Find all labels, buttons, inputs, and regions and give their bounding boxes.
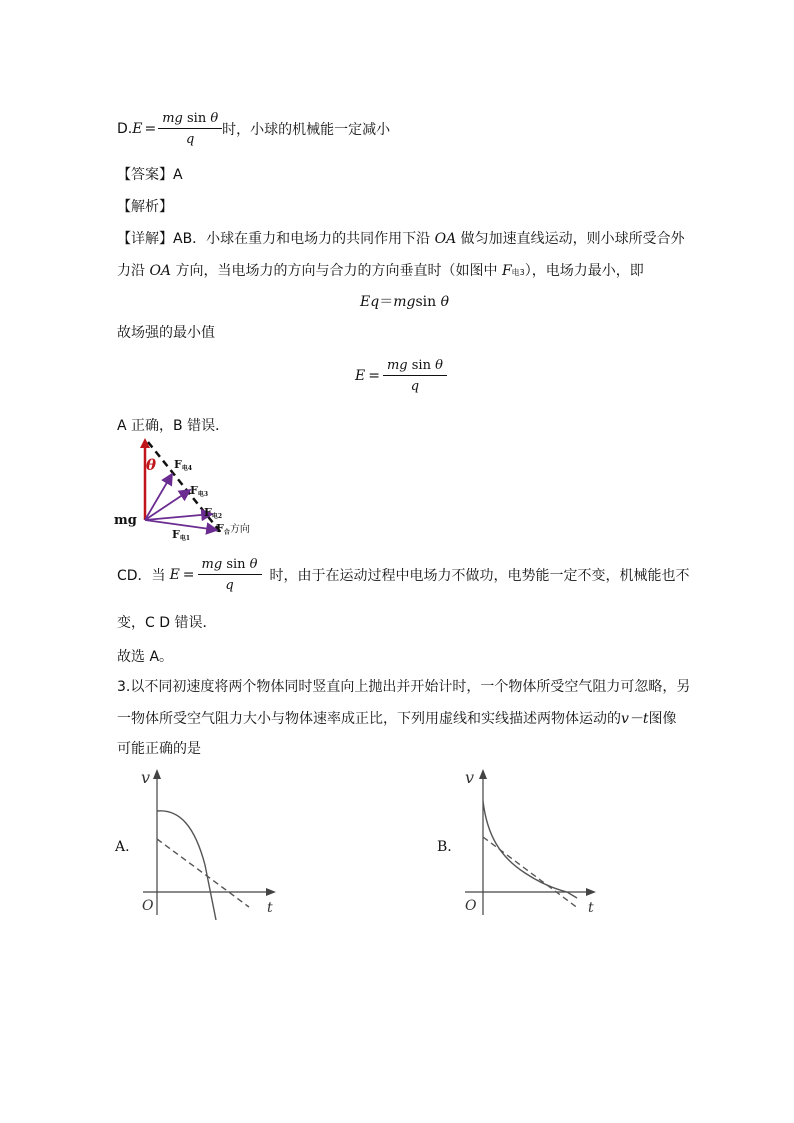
option-d-E: E (132, 121, 143, 137)
eq1-mg: mg (393, 294, 416, 310)
q3-text: 图像 (648, 711, 677, 727)
cd-line (117, 554, 690, 596)
cd-text: 时，由于在运动过程中电场力不做功，电势能一定不变，机械能也不 (269, 568, 690, 584)
cd-equals: = (182, 567, 195, 583)
detail-OA: OA (434, 231, 457, 247)
detail-tag: 【详解】 (117, 231, 173, 247)
force-diagram (112, 436, 272, 546)
cd-den: q (225, 578, 234, 593)
graph-b-dashed-line (483, 837, 579, 909)
analysis-tag: 【解析】 (117, 199, 173, 215)
graph-a-solid-curve (157, 811, 216, 920)
option-d-sin: sin (187, 111, 207, 126)
cd-sin: sin (226, 557, 246, 572)
option-a-label: A. (115, 839, 130, 855)
option-d-den: q (186, 132, 195, 147)
eq2-fraction (383, 358, 447, 394)
detail-F-sub: 电3 (511, 268, 525, 277)
detail-text: 方向，当电场力的方向与合力的方向垂直时（如图中 (171, 263, 502, 279)
graph-a-o: O (142, 898, 154, 914)
answer-tag: 【答案】 (117, 167, 173, 183)
option-d (117, 110, 390, 148)
f1-label: F电1 (172, 528, 190, 542)
detail-line-2 (117, 260, 644, 280)
graph-a-dashed-line (157, 839, 249, 907)
detail-text: 力沿 (117, 263, 150, 279)
option-d-theta: θ (210, 111, 219, 126)
f2-arrow (145, 514, 212, 520)
graph-a-t: t (267, 900, 273, 916)
eq2-equals: = (368, 368, 380, 384)
detail-line-1 (117, 228, 685, 248)
conclusion: 故选 A。 (117, 649, 174, 665)
eq1-sin: sin (415, 294, 437, 310)
detail-line-4: A 正确，B 错误． (117, 418, 230, 434)
eq2-mg: mg (386, 358, 408, 373)
eq2-theta: θ (435, 358, 443, 373)
eq2-sin: sin (411, 358, 431, 373)
cd-E: E (169, 567, 180, 583)
detail-text: 做匀加速直线运动，则小球所受合外 (456, 231, 685, 247)
f2-label: F电2 (204, 506, 222, 520)
theta-label: θ (146, 456, 157, 474)
graph-b-solid-curve (483, 801, 577, 898)
option-d-fraction (158, 111, 222, 147)
eq1-theta: θ (440, 294, 450, 310)
option-d-tail: 时，小球的机械能一定减小 (222, 122, 391, 138)
equation-eq-mgsin (360, 291, 449, 311)
detail-text: ），电场力最小，即 (524, 263, 644, 279)
detail-text: AB．小球在重力和电场力的共同作用下沿 (173, 231, 435, 247)
graph-b (455, 765, 605, 925)
mg-label: mg (114, 513, 137, 528)
eq2-den: q (410, 379, 420, 394)
detail-F: F (501, 263, 512, 279)
detail-line-3: 故场强的最小值 (117, 325, 215, 341)
eq1-Eq: Eq (360, 294, 380, 310)
cd-text: CD．当 (117, 568, 166, 584)
eq2-E: E (355, 368, 366, 384)
detail-OA: OA (149, 263, 172, 279)
cd-mg: mg (201, 557, 223, 572)
graph-a-v: v (141, 768, 151, 787)
answer-line (117, 164, 183, 184)
option-b-label: B. (437, 839, 452, 855)
question3-line2 (117, 708, 677, 728)
f1-arrow (145, 520, 217, 530)
graph-b-o: O (465, 898, 477, 914)
f3-label: F电3 (190, 484, 208, 498)
q3-vt: v－t (621, 711, 649, 727)
cd-line-2: 变，C D 错误． (117, 615, 217, 631)
equation-E-min (355, 356, 447, 396)
f3-arrow (145, 490, 190, 520)
cd-fraction (198, 557, 262, 593)
question3-line1: 3.以不同初速度将两个物体同时竖直向上抛出并开始计时，一个物体所受空气阻力可忽略，另 (117, 679, 691, 695)
option-d-eq: = (144, 121, 157, 137)
graph-b-v: v (465, 768, 475, 787)
answer-value: A (173, 167, 183, 183)
graph-a (135, 765, 285, 925)
eq1-equals: ＝ (379, 294, 394, 310)
resultant-dashed-line (148, 442, 222, 534)
fhe-label: F合方向 (216, 522, 250, 536)
f4-label: F电4 (174, 458, 192, 472)
option-d-label: D. (117, 121, 133, 137)
f4-arrow (145, 474, 172, 520)
q3-text: 一物体所受空气阻力大小与物体速率成正比，下列用虚线和实线描述两物体运动的 (117, 711, 621, 727)
option-d-mg: mg (162, 111, 183, 126)
graph-b-t: t (588, 900, 594, 916)
cd-theta: θ (249, 557, 258, 572)
question3-line3: 可能正确的是 (117, 741, 201, 757)
